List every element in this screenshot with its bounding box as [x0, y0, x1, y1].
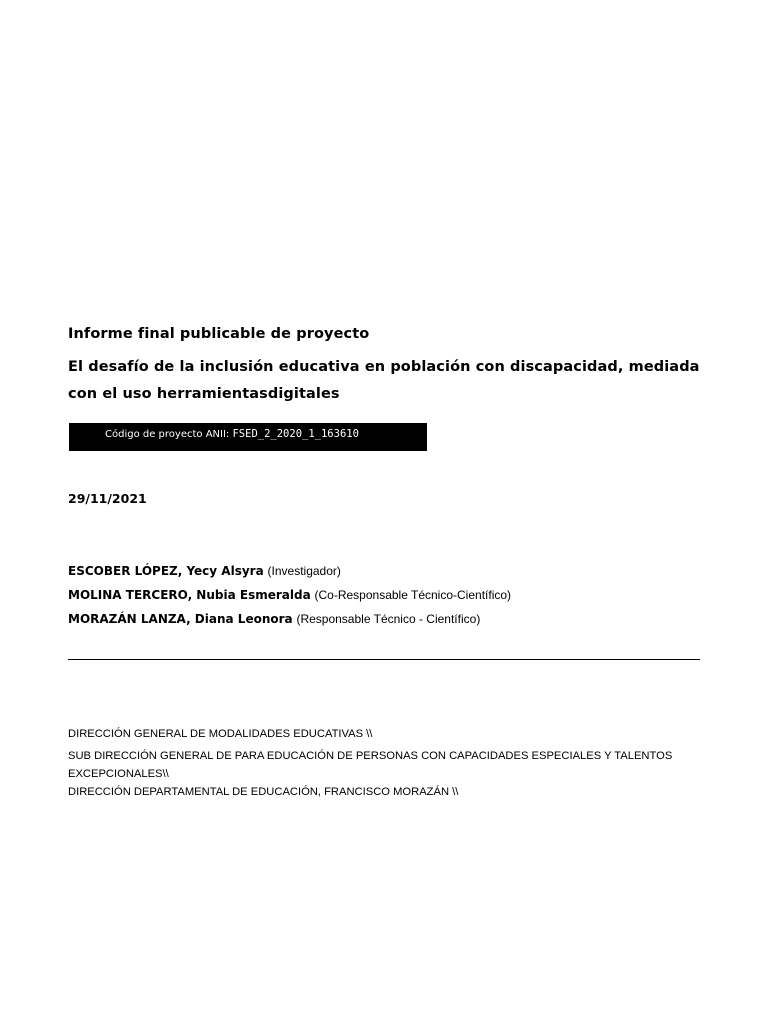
project-code-bar	[69, 423, 427, 451]
author-name: MOLINA TERCERO, Nubia Esmeralda	[68, 588, 311, 602]
report-date: 29/11/2021	[68, 491, 147, 506]
institution-line: DIRECCIÓN DEPARTAMENTAL DE EDUCACIÓN, FRANCISCO MORAZÁN \\	[68, 786, 459, 798]
author-role: (Responsable Técnico - Científico)	[296, 612, 481, 626]
institution-line: DIRECCIÓN GENERAL DE MODALIDADES EDUCATIVAS \\	[68, 728, 373, 740]
author-row	[68, 564, 511, 588]
author-row	[68, 588, 511, 612]
project-code-value: FSED_2_2020_1_163610	[232, 428, 359, 440]
author-role: (Co-Responsable Técnico-Científico)	[314, 588, 512, 602]
institution-list	[68, 725, 708, 805]
author-role: (Investigador)	[267, 564, 341, 578]
author-list	[68, 564, 511, 636]
horizontal-divider	[68, 659, 700, 660]
author-name: MORAZÁN LANZA, Diana Leonora	[68, 612, 293, 626]
project-code-label: Código de proyecto ANII:	[105, 429, 230, 440]
report-kicker: Informe final publicable de proyecto	[68, 326, 370, 342]
institution-line: SUB DIRECCIÓN GENERAL DE PARA EDUCACIÓN DE PERSONAS CON CAPACIDADES ESPECIALES Y TALENTOS EXCEPCIONALES\\	[68, 750, 673, 780]
report-title: El desafío de la inclusión educativa en población con discapacidad, mediada con el uso herramientasdigitales	[68, 359, 700, 402]
author-row	[68, 612, 511, 636]
author-name: ESCOBER LÓPEZ, Yecy Alsyra	[68, 564, 264, 578]
